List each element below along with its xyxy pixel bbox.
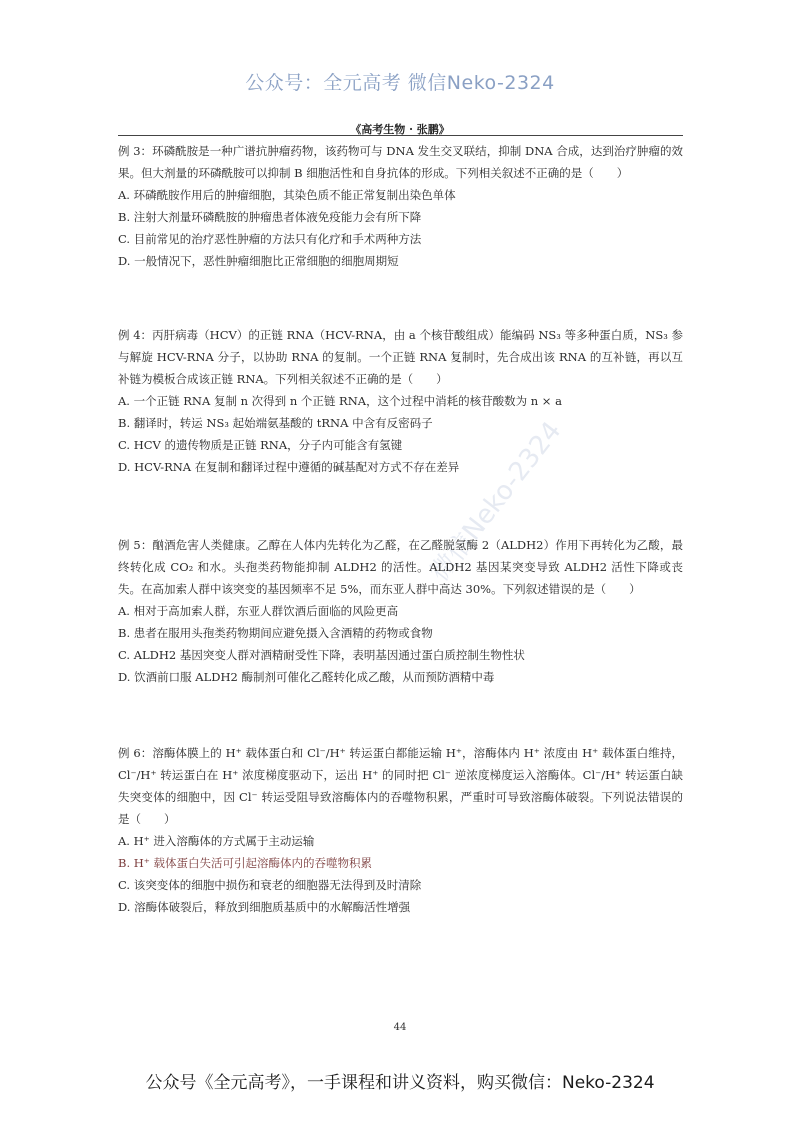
option-a: A. 一个正链 RNA 复制 n 次得到 n 个正链 RNA，这个过程中消耗的核苷酸数为 n × a	[118, 394, 562, 408]
question-stem: 例 4：丙肝病毒（HCV）的正链 RNA（HCV-RNA，由 a 个核苷酸组成）能编码 NS₃ 等多种蛋白质，NS₃ 参与解旋 HCV-RNA 分子，以协助 RNA 的复制。一个正链 RNA 复制时，先合成出该 RNA 的互补链，再以互补链为模板合成该正链 RNA。下列相关叙述不正确的是（ ）	[118, 328, 683, 386]
question-5	[118, 534, 683, 688]
option-a: A. H⁺ 进入溶酶体的方式属于主动运输	[118, 834, 315, 848]
option-b: B. 患者在服用头孢类药物期间应避免摄入含酒精的药物或食物	[118, 626, 433, 640]
option-b: B. H⁺ 载体蛋白失活可引起溶酶体内的吞噬物积累	[118, 856, 373, 870]
header-rule	[118, 135, 683, 136]
option-a: A. 相对于高加索人群，东亚人群饮酒后面临的风险更高	[118, 604, 399, 618]
option-a: A. 环磷酰胺作用后的肿瘤细胞，其染色质不能正常复制出染色单体	[118, 188, 456, 202]
question-stem: 例 3：环磷酰胺是一种广谱抗肿瘤药物，该药物可与 DNA 发生交叉联结，抑制 DNA 合成，达到治疗肿瘤的效果。但大剂量的环磷酰胺可以抑制 B 细胞活性和自身抗体的形成。下列相关叙述不正确的是（ ）	[118, 144, 683, 180]
diagonal-watermark: 微信Neko-2324	[424, 416, 568, 588]
top-watermark-banner: 公众号：全元高考 微信Neko-2324	[245, 72, 555, 94]
page-number: 44	[393, 1022, 407, 1033]
option-c: C. 目前常见的治疗恶性肿瘤的方法只有化疗和手术两种方法	[118, 232, 422, 246]
question-stem: 例 6：溶酶体膜上的 H⁺ 载体蛋白和 Cl⁻/H⁺ 转运蛋白都能运输 H⁺，溶酶体内 H⁺ 浓度由 H⁺ 载体蛋白维持，Cl⁻/H⁺ 转运蛋白在 H⁺ 浓度梯度驱动下，运出 H⁺ 的同时把 Cl⁻ 逆浓度梯度运入溶酶体。Cl⁻/H⁺ 转运蛋白缺失突变体的细胞中，因 Cl⁻ 转运受阻导致溶酶体内的吞噬物积累，严重时可导致溶酶体破裂。下列说法错误的是（ ）	[118, 746, 683, 826]
option-d: D. 一般情况下，恶性肿瘤细胞比正常细胞的细胞周期短	[118, 254, 399, 268]
option-d: D. HCV-RNA 在复制和翻译过程中遵循的碱基配对方式不存在差异	[118, 460, 460, 474]
question-list	[118, 140, 683, 918]
question-3	[118, 140, 683, 272]
option-d: D. 饮酒前口服 ALDH2 酶制剂可催化乙醛转化成乙酸，从而预防酒精中毒	[118, 670, 495, 684]
question-stem: 例 5：酗酒危害人类健康。乙醇在人体内先转化为乙醛，在乙醛脱氢酶 2（ALDH2）作用下再转化为乙酸，最终转化成 CO₂ 和水。头孢类药物能抑制 ALDH2 的活性。ALDH2 基因某突变导致 ALDH2 活性下降或丧失。在高加索人群中该突变的基因频率不足 5%，而东亚人群中高达 30%。下列叙述错误的是（ ）	[118, 538, 683, 596]
question-6	[118, 742, 683, 918]
option-c: C. ALDH2 基因突变人群对酒精耐受性下降，表明基因通过蛋白质控制生物性状	[118, 648, 525, 662]
option-c: C. HCV 的遗传物质是正链 RNA，分子内可能含有氢键	[118, 438, 403, 452]
option-d: D. 溶酶体破裂后，释放到细胞质基质中的水解酶活性增强	[118, 900, 411, 914]
option-c: C. 该突变体的细胞中损伤和衰老的细胞器无法得到及时清除	[118, 878, 422, 892]
footer-banner: 公众号《全元高考》，一手课程和讲义资料，购买微信：Neko-2324	[145, 1073, 655, 1093]
question-4	[118, 324, 683, 478]
option-b: B. 翻译时，转运 NS₃ 起始端氨基酸的 tRNA 中含有反密码子	[118, 416, 433, 430]
option-b: B. 注射大剂量环磷酰胺的肿瘤患者体液免疫能力会有所下降	[118, 210, 422, 224]
running-header: 《高考生物 · 张鹏》	[350, 123, 450, 136]
